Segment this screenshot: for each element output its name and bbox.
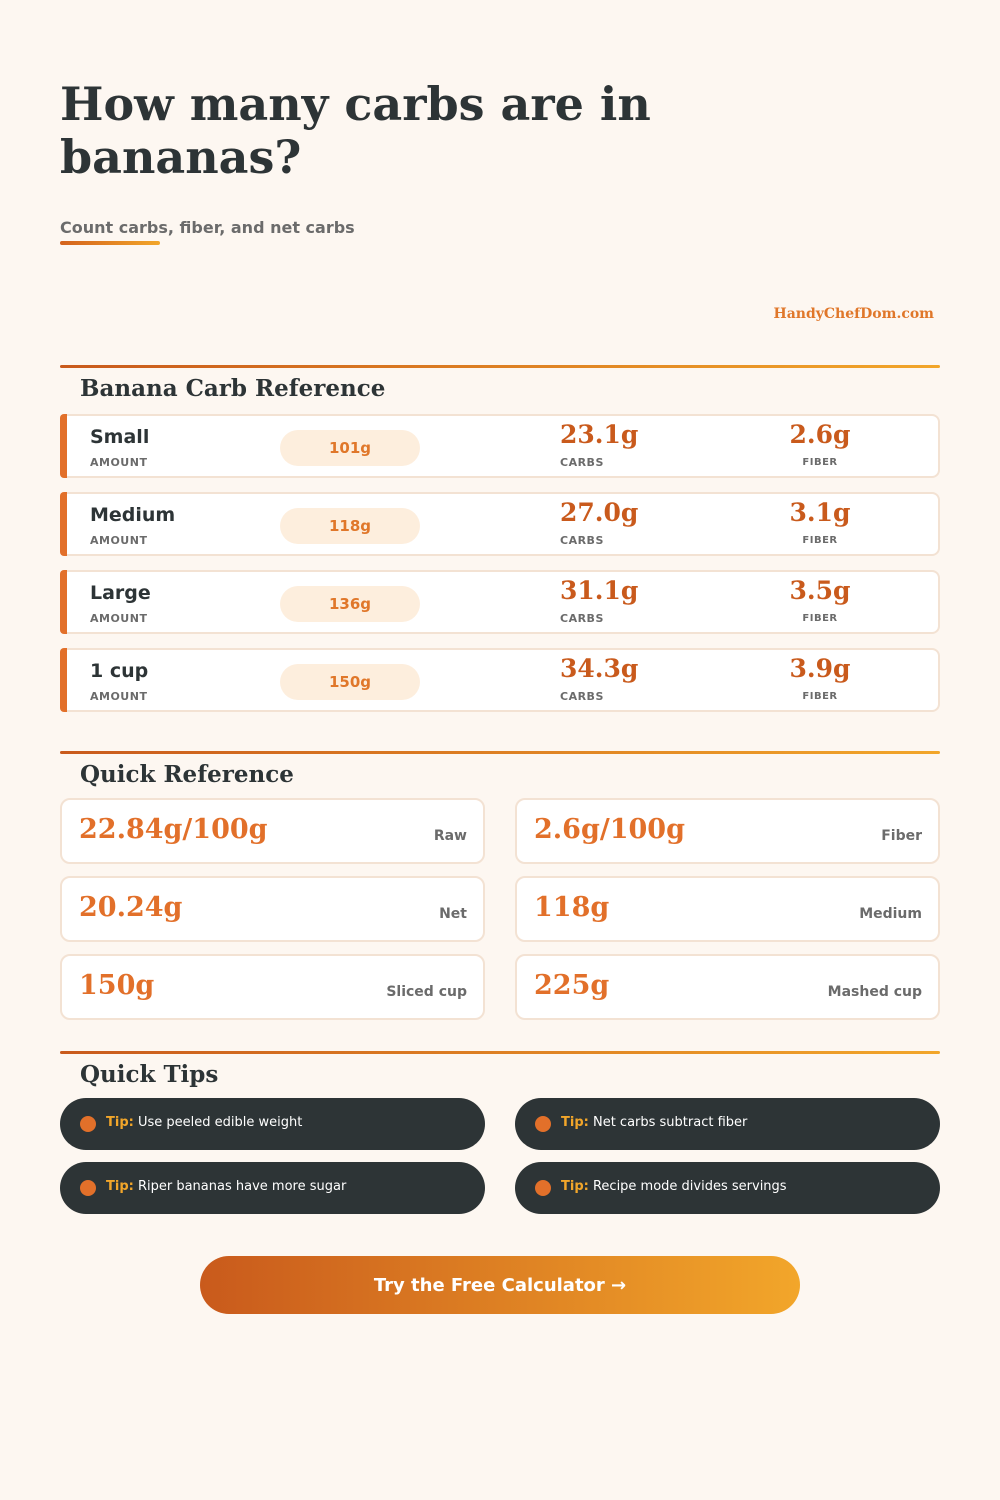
tip-body: Recipe mode divides servings [592,1179,787,1194]
quick-card-value: 118g [534,892,610,923]
section-title: Quick Tips [80,1061,219,1088]
page-subtitle: Count carbs, fiber, and net carbs [60,218,355,237]
bullet-dot-icon [80,1180,96,1196]
quick-card-label: Raw [433,828,467,844]
quick-card-label: Mashed cup [827,984,922,1000]
amount-caption: AMOUNT [90,690,148,703]
weight-badge: 118g [280,508,420,544]
quick-card-label: Sliced cup [386,984,467,1000]
tip-prefix: Tip: [106,1115,134,1130]
quick-card-value: 225g [534,970,610,1001]
tip-body: Riper bananas have more sugar [137,1179,347,1194]
subtitle-underline [60,241,160,245]
tip-text [561,1179,787,1194]
quick-card-sliced-cup [60,954,485,1020]
tip-prefix: Tip: [561,1115,589,1130]
quick-card-fiber [515,798,940,864]
quick-card-raw [60,798,485,864]
tip-text [106,1115,302,1130]
carbs-caption: CARBS [560,534,604,547]
free-calculator-button[interactable]: Try the Free Calculator → [200,1256,800,1314]
quick-card-label: Fiber [881,828,922,844]
tip-text [106,1179,346,1194]
amount-caption: AMOUNT [90,612,148,625]
tip-item [515,1098,940,1150]
carb-row-large [60,570,940,634]
fiber-caption: FIBER [802,613,838,624]
carbs-caption: CARBS [560,690,604,703]
fiber-value: 3.1g [789,498,851,527]
section-title: Quick Reference [80,761,294,788]
section-divider [60,751,940,754]
quick-card-value: 20.24g [79,892,183,923]
tip-prefix: Tip: [106,1179,134,1194]
fiber-caption: FIBER [802,457,838,468]
quick-card-medium [515,876,940,942]
bullet-dot-icon [535,1116,551,1132]
tip-text [561,1115,747,1130]
weight-badge: 101g [280,430,420,466]
tip-item [60,1162,485,1214]
carb-row-cup [60,648,940,712]
site-name: HandyChefDom.com [773,306,934,322]
quick-reference-section [60,751,940,1021]
tip-body: Use peeled edible weight [137,1115,303,1130]
page-title: How many carbs are in bananas? [60,77,651,184]
section-divider [60,365,940,368]
tip-prefix: Tip: [561,1179,589,1194]
quick-card-mashed-cup [515,954,940,1020]
tip-item [60,1098,485,1150]
quick-tips-section [60,1051,940,1215]
tip-item [515,1162,940,1214]
amount-caption: AMOUNT [90,456,148,469]
row-label: Large [90,582,151,604]
fiber-value: 3.5g [789,576,851,605]
tip-body: Net carbs subtract fiber [592,1115,748,1130]
carbs-value: 34.3g [560,654,639,683]
quick-card-label: Net [439,906,467,922]
row-label: Medium [90,504,176,526]
row-label: 1 cup [90,660,149,682]
quick-card-value: 22.84g/100g [79,814,268,845]
fiber-caption: FIBER [802,535,838,546]
carbs-value: 23.1g [560,420,639,449]
carb-reference-list [60,414,940,726]
section-title: Banana Carb Reference [80,375,386,402]
carbs-caption: CARBS [560,456,604,469]
amount-caption: AMOUNT [90,534,148,547]
bullet-dot-icon [80,1116,96,1132]
bullet-dot-icon [535,1180,551,1196]
carbs-value: 31.1g [560,576,639,605]
carb-reference-section [60,365,940,717]
carb-row-small [60,414,940,478]
quick-card-value: 150g [79,970,155,1001]
fiber-caption: FIBER [802,691,838,702]
quick-card-label: Medium [859,906,922,922]
carbs-caption: CARBS [560,612,604,625]
quick-card-value: 2.6g/100g [534,814,685,845]
weight-badge: 150g [280,664,420,700]
fiber-value: 3.9g [789,654,851,683]
section-divider [60,1051,940,1054]
weight-badge: 136g [280,586,420,622]
carbs-value: 27.0g [560,498,639,527]
carb-row-medium [60,492,940,556]
row-label: Small [90,426,150,448]
quick-card-net [60,876,485,942]
fiber-value: 2.6g [789,420,851,449]
